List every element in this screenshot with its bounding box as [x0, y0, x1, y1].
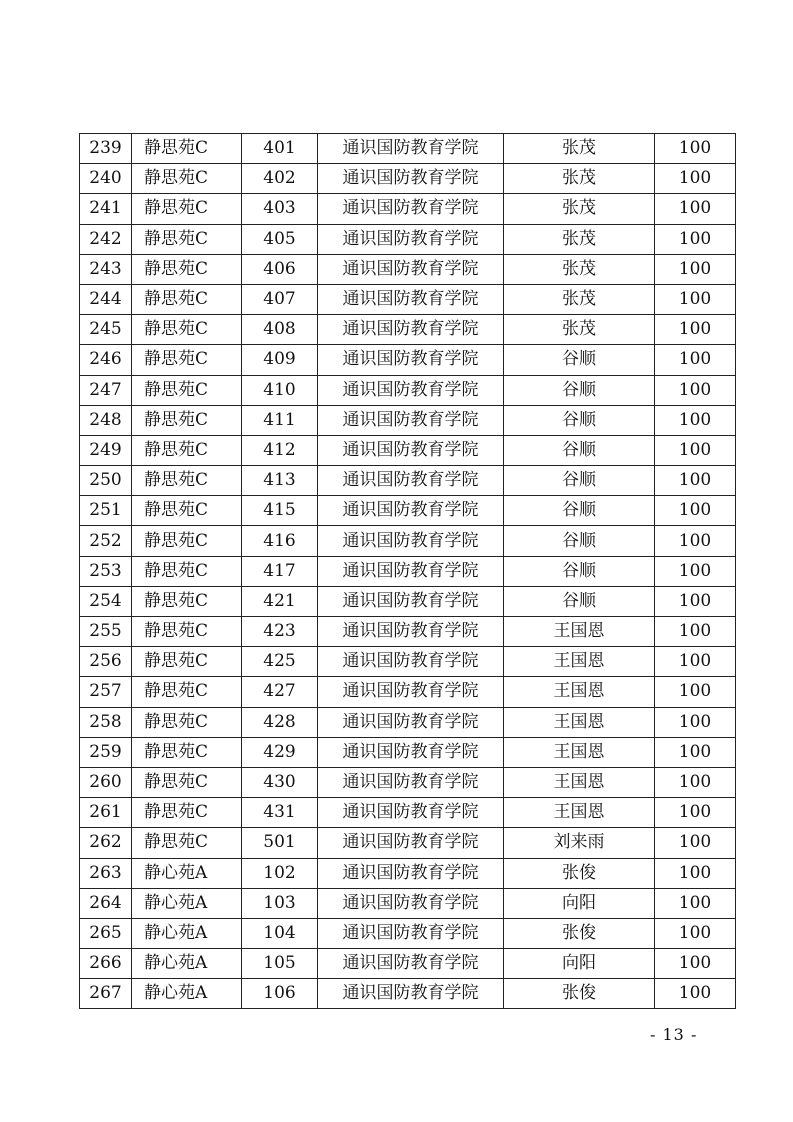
row-index-cell: 240: [80, 164, 132, 194]
row-index-cell: 266: [80, 949, 132, 979]
department-cell: 通识国防教育学院: [318, 556, 504, 586]
inspector-name-cell: 谷顺: [504, 556, 655, 586]
row-index-cell: 252: [80, 526, 132, 556]
building-cell: 静思苑C: [132, 435, 242, 465]
building-cell: 静思苑C: [132, 707, 242, 737]
department-cell: 通识国防教育学院: [318, 858, 504, 888]
inspector-name-cell: 张茂: [504, 194, 655, 224]
department-cell: 通识国防教育学院: [318, 496, 504, 526]
department-cell: 通识国防教育学院: [318, 345, 504, 375]
room-number-cell: 413: [242, 466, 318, 496]
table-row: [80, 918, 736, 948]
inspector-name-cell: 王国恩: [504, 707, 655, 737]
inspector-name-cell: 王国恩: [504, 617, 655, 647]
score-cell: 100: [655, 405, 736, 435]
building-cell: 静思苑C: [132, 315, 242, 345]
table-row: [80, 224, 736, 254]
table-row: [80, 134, 736, 164]
department-cell: 通识国防教育学院: [318, 284, 504, 314]
score-cell: 100: [655, 828, 736, 858]
table-row: [80, 466, 736, 496]
building-cell: 静思苑C: [132, 405, 242, 435]
inspector-name-cell: 刘来雨: [504, 828, 655, 858]
department-cell: 通识国防教育学院: [318, 617, 504, 647]
page-number: - 13 -: [650, 1025, 698, 1044]
table-row: [80, 496, 736, 526]
department-cell: 通识国防教育学院: [318, 194, 504, 224]
table-row: [80, 435, 736, 465]
room-number-cell: 416: [242, 526, 318, 556]
room-number-cell: 430: [242, 767, 318, 797]
inspector-name-cell: 王国恩: [504, 647, 655, 677]
row-index-cell: 263: [80, 858, 132, 888]
building-cell: 静心苑A: [132, 918, 242, 948]
inspector-name-cell: 谷顺: [504, 526, 655, 556]
inspector-name-cell: 谷顺: [504, 586, 655, 616]
row-index-cell: 267: [80, 979, 132, 1009]
room-number-cell: 403: [242, 194, 318, 224]
building-cell: 静思苑C: [132, 375, 242, 405]
score-cell: 100: [655, 798, 736, 828]
inspector-name-cell: 张俊: [504, 858, 655, 888]
inspector-name-cell: 谷顺: [504, 466, 655, 496]
room-number-cell: 415: [242, 496, 318, 526]
room-number-cell: 103: [242, 888, 318, 918]
row-index-cell: 239: [80, 134, 132, 164]
room-number-cell: 431: [242, 798, 318, 828]
score-cell: 100: [655, 224, 736, 254]
inspector-name-cell: 谷顺: [504, 496, 655, 526]
table-row: [80, 556, 736, 586]
table-row: [80, 888, 736, 918]
inspector-name-cell: 张茂: [504, 224, 655, 254]
row-index-cell: 256: [80, 647, 132, 677]
table-row: [80, 979, 736, 1009]
department-cell: 通识国防教育学院: [318, 918, 504, 948]
row-index-cell: 244: [80, 284, 132, 314]
department-cell: 通识国防教育学院: [318, 134, 504, 164]
room-number-cell: 411: [242, 405, 318, 435]
row-index-cell: 253: [80, 556, 132, 586]
table-row: [80, 737, 736, 767]
department-cell: 通识国防教育学院: [318, 526, 504, 556]
score-cell: 100: [655, 858, 736, 888]
table-body: [80, 134, 736, 1009]
row-index-cell: 257: [80, 677, 132, 707]
table-row: [80, 194, 736, 224]
department-cell: 通识国防教育学院: [318, 466, 504, 496]
score-cell: 100: [655, 949, 736, 979]
score-cell: 100: [655, 888, 736, 918]
department-cell: 通识国防教育学院: [318, 737, 504, 767]
department-cell: 通识国防教育学院: [318, 254, 504, 284]
score-cell: 100: [655, 254, 736, 284]
table-row: [80, 858, 736, 888]
score-cell: 100: [655, 707, 736, 737]
row-index-cell: 265: [80, 918, 132, 948]
row-index-cell: 254: [80, 586, 132, 616]
inspector-name-cell: 张茂: [504, 284, 655, 314]
inspector-name-cell: 张茂: [504, 164, 655, 194]
score-cell: 100: [655, 164, 736, 194]
table-row: [80, 315, 736, 345]
row-index-cell: 251: [80, 496, 132, 526]
building-cell: 静思苑C: [132, 677, 242, 707]
score-cell: 100: [655, 134, 736, 164]
building-cell: 静思苑C: [132, 828, 242, 858]
building-cell: 静思苑C: [132, 556, 242, 586]
department-cell: 通识国防教育学院: [318, 586, 504, 616]
row-index-cell: 264: [80, 888, 132, 918]
row-index-cell: 261: [80, 798, 132, 828]
table-row: [80, 767, 736, 797]
department-cell: 通识国防教育学院: [318, 828, 504, 858]
table-row: [80, 677, 736, 707]
score-cell: 100: [655, 466, 736, 496]
room-number-cell: 410: [242, 375, 318, 405]
building-cell: 静思苑C: [132, 798, 242, 828]
inspector-name-cell: 张茂: [504, 315, 655, 345]
table-row: [80, 949, 736, 979]
building-cell: 静思苑C: [132, 254, 242, 284]
inspector-name-cell: 张茂: [504, 254, 655, 284]
score-cell: 100: [655, 677, 736, 707]
score-cell: 100: [655, 979, 736, 1009]
building-cell: 静思苑C: [132, 767, 242, 797]
row-index-cell: 245: [80, 315, 132, 345]
building-cell: 静思苑C: [132, 194, 242, 224]
room-number-cell: 405: [242, 224, 318, 254]
department-cell: 通识国防教育学院: [318, 888, 504, 918]
department-cell: 通识国防教育学院: [318, 164, 504, 194]
score-cell: 100: [655, 647, 736, 677]
score-cell: 100: [655, 345, 736, 375]
row-index-cell: 250: [80, 466, 132, 496]
inspector-name-cell: 向阳: [504, 888, 655, 918]
inspector-name-cell: 王国恩: [504, 798, 655, 828]
building-cell: 静思苑C: [132, 586, 242, 616]
table-row: [80, 284, 736, 314]
inspector-name-cell: 谷顺: [504, 435, 655, 465]
score-cell: 100: [655, 767, 736, 797]
table-row: [80, 798, 736, 828]
building-cell: 静思苑C: [132, 345, 242, 375]
department-cell: 通识国防教育学院: [318, 677, 504, 707]
building-cell: 静思苑C: [132, 737, 242, 767]
table-row: [80, 647, 736, 677]
score-cell: 100: [655, 315, 736, 345]
inspector-name-cell: 张俊: [504, 979, 655, 1009]
room-number-cell: 425: [242, 647, 318, 677]
inspector-name-cell: 向阳: [504, 949, 655, 979]
department-cell: 通识国防教育学院: [318, 979, 504, 1009]
inspector-name-cell: 谷顺: [504, 405, 655, 435]
room-number-cell: 105: [242, 949, 318, 979]
room-number-cell: 428: [242, 707, 318, 737]
building-cell: 静思苑C: [132, 224, 242, 254]
building-cell: 静思苑C: [132, 526, 242, 556]
building-cell: 静思苑C: [132, 284, 242, 314]
table-row: [80, 254, 736, 284]
inspector-name-cell: 张俊: [504, 918, 655, 948]
table-row: [80, 707, 736, 737]
room-number-cell: 408: [242, 315, 318, 345]
table-row: [80, 164, 736, 194]
row-index-cell: 243: [80, 254, 132, 284]
score-cell: 100: [655, 918, 736, 948]
score-cell: 100: [655, 526, 736, 556]
table-row: [80, 375, 736, 405]
inspector-name-cell: 王国恩: [504, 767, 655, 797]
room-number-cell: 401: [242, 134, 318, 164]
row-index-cell: 249: [80, 435, 132, 465]
building-cell: 静心苑A: [132, 888, 242, 918]
building-cell: 静思苑C: [132, 134, 242, 164]
table-row: [80, 586, 736, 616]
room-number-cell: 423: [242, 617, 318, 647]
row-index-cell: 242: [80, 224, 132, 254]
room-number-cell: 501: [242, 828, 318, 858]
table-row: [80, 828, 736, 858]
department-cell: 通识国防教育学院: [318, 375, 504, 405]
inspector-name-cell: 谷顺: [504, 345, 655, 375]
table-row: [80, 526, 736, 556]
department-cell: 通识国防教育学院: [318, 949, 504, 979]
table-row: [80, 617, 736, 647]
department-cell: 通识国防教育学院: [318, 707, 504, 737]
score-cell: 100: [655, 617, 736, 647]
inspector-name-cell: 王国恩: [504, 677, 655, 707]
room-number-cell: 412: [242, 435, 318, 465]
room-number-cell: 407: [242, 284, 318, 314]
department-cell: 通识国防教育学院: [318, 767, 504, 797]
building-cell: 静心苑A: [132, 858, 242, 888]
building-cell: 静心苑A: [132, 949, 242, 979]
score-cell: 100: [655, 194, 736, 224]
room-number-cell: 406: [242, 254, 318, 284]
building-cell: 静思苑C: [132, 647, 242, 677]
inspector-name-cell: 张茂: [504, 134, 655, 164]
row-index-cell: 260: [80, 767, 132, 797]
room-number-cell: 417: [242, 556, 318, 586]
building-cell: 静思苑C: [132, 466, 242, 496]
room-number-cell: 429: [242, 737, 318, 767]
room-number-cell: 106: [242, 979, 318, 1009]
table-row: [80, 405, 736, 435]
room-number-cell: 421: [242, 586, 318, 616]
row-index-cell: 241: [80, 194, 132, 224]
building-cell: 静思苑C: [132, 617, 242, 647]
dormitory-score-table: [79, 133, 736, 1009]
row-index-cell: 258: [80, 707, 132, 737]
department-cell: 通识国防教育学院: [318, 224, 504, 254]
room-number-cell: 104: [242, 918, 318, 948]
row-index-cell: 259: [80, 737, 132, 767]
room-number-cell: 102: [242, 858, 318, 888]
department-cell: 通识国防教育学院: [318, 798, 504, 828]
row-index-cell: 246: [80, 345, 132, 375]
row-index-cell: 248: [80, 405, 132, 435]
inspector-name-cell: 王国恩: [504, 737, 655, 767]
room-number-cell: 409: [242, 345, 318, 375]
score-cell: 100: [655, 496, 736, 526]
row-index-cell: 262: [80, 828, 132, 858]
room-number-cell: 427: [242, 677, 318, 707]
score-cell: 100: [655, 435, 736, 465]
score-cell: 100: [655, 375, 736, 405]
score-cell: 100: [655, 284, 736, 314]
department-cell: 通识国防教育学院: [318, 647, 504, 677]
score-cell: 100: [655, 586, 736, 616]
score-cell: 100: [655, 737, 736, 767]
row-index-cell: 255: [80, 617, 132, 647]
building-cell: 静思苑C: [132, 496, 242, 526]
score-cell: 100: [655, 556, 736, 586]
table-row: [80, 345, 736, 375]
department-cell: 通识国防教育学院: [318, 315, 504, 345]
room-number-cell: 402: [242, 164, 318, 194]
department-cell: 通识国防教育学院: [318, 435, 504, 465]
row-index-cell: 247: [80, 375, 132, 405]
inspector-name-cell: 谷顺: [504, 375, 655, 405]
building-cell: 静思苑C: [132, 164, 242, 194]
building-cell: 静心苑A: [132, 979, 242, 1009]
department-cell: 通识国防教育学院: [318, 405, 504, 435]
